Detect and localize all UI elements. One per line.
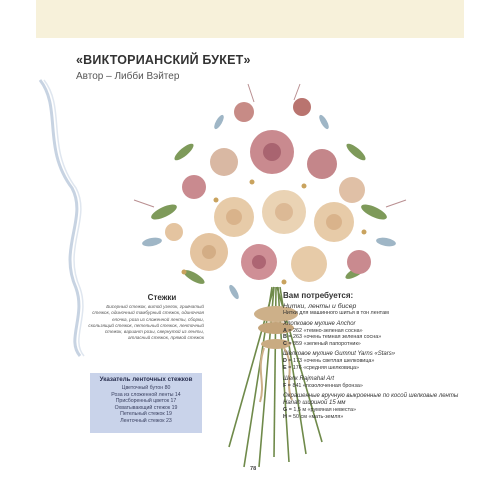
page-title: «ВИКТОРИАНСКИЙ БУКЕТ» [76,53,251,67]
rajmahal-heading: Шелк Rajmahal Art [283,375,334,382]
threads-heading: Нитки, ленты и бисер [283,303,357,310]
index-item: Петельный стежок 19 [120,411,172,418]
index-item: Цветочный бутон 80 [121,385,171,391]
requirements-panel [283,291,468,420]
book-page [36,38,464,500]
material-line: C = 859 «зеленый папоротник» [283,340,361,347]
index-item: Роза из сложенной ленты 14 [111,391,181,398]
hanah-heading: Окрашенные вручную выкроенные по косой шелковые ленты Hanah шириной 15 мм [283,393,459,407]
material-line: G = 1,5 м «румяная невеста» [283,407,357,414]
author-line: Автор – Либби Вэйтер [76,71,180,82]
material-line: F = 841 «позолоченная бронза» [283,382,363,389]
stitches-list: Бисерный стежок, витой узелок, гривчатый стежок, одиночный тамбурный стежок, одиночная елочка, роза из сложенной ленты, сборки, скользящий стежок, петельный стежок, ленточный стежок, вариант розы, свернутой из ленты, атласный стежок, прямой стежок [88,304,204,341]
index-item: Ленточный стежок 23 [120,417,172,424]
requirements-title: Вам потребуется: [283,291,354,300]
material-line: A = 262 «темно-зеленая сосна» [283,327,363,334]
ribbon-stitch-index-box [90,373,202,433]
material-line: B = 263 «очень темная зеленая сосна» [283,334,382,341]
material-line: D = 173 «очень светлая шелковица» [283,358,375,365]
gumnut-heading: Шелковое мулине Gumnut Yarns «Stars» [283,351,396,358]
index-item: Присборенный цветок 17 [115,398,177,405]
threads-subtext: Нитки для машинного шитья в тон лентам [283,310,389,316]
ribbon-illustration [36,78,96,358]
material-line: E = 176 «средняя шелковица» [283,364,359,371]
ribbon-stitch-index-title: Указатель ленточных стежков [99,376,193,383]
stitches-heading: Стежки [147,293,177,302]
anchor-heading: Хлопковое мулине Anchor [283,320,356,327]
material-line: H = 50 см «мать-земля» [283,413,344,420]
index-item: Охватывающий стежок 19 [114,404,178,411]
page-number: 78 [250,466,257,472]
header-band [36,0,464,38]
